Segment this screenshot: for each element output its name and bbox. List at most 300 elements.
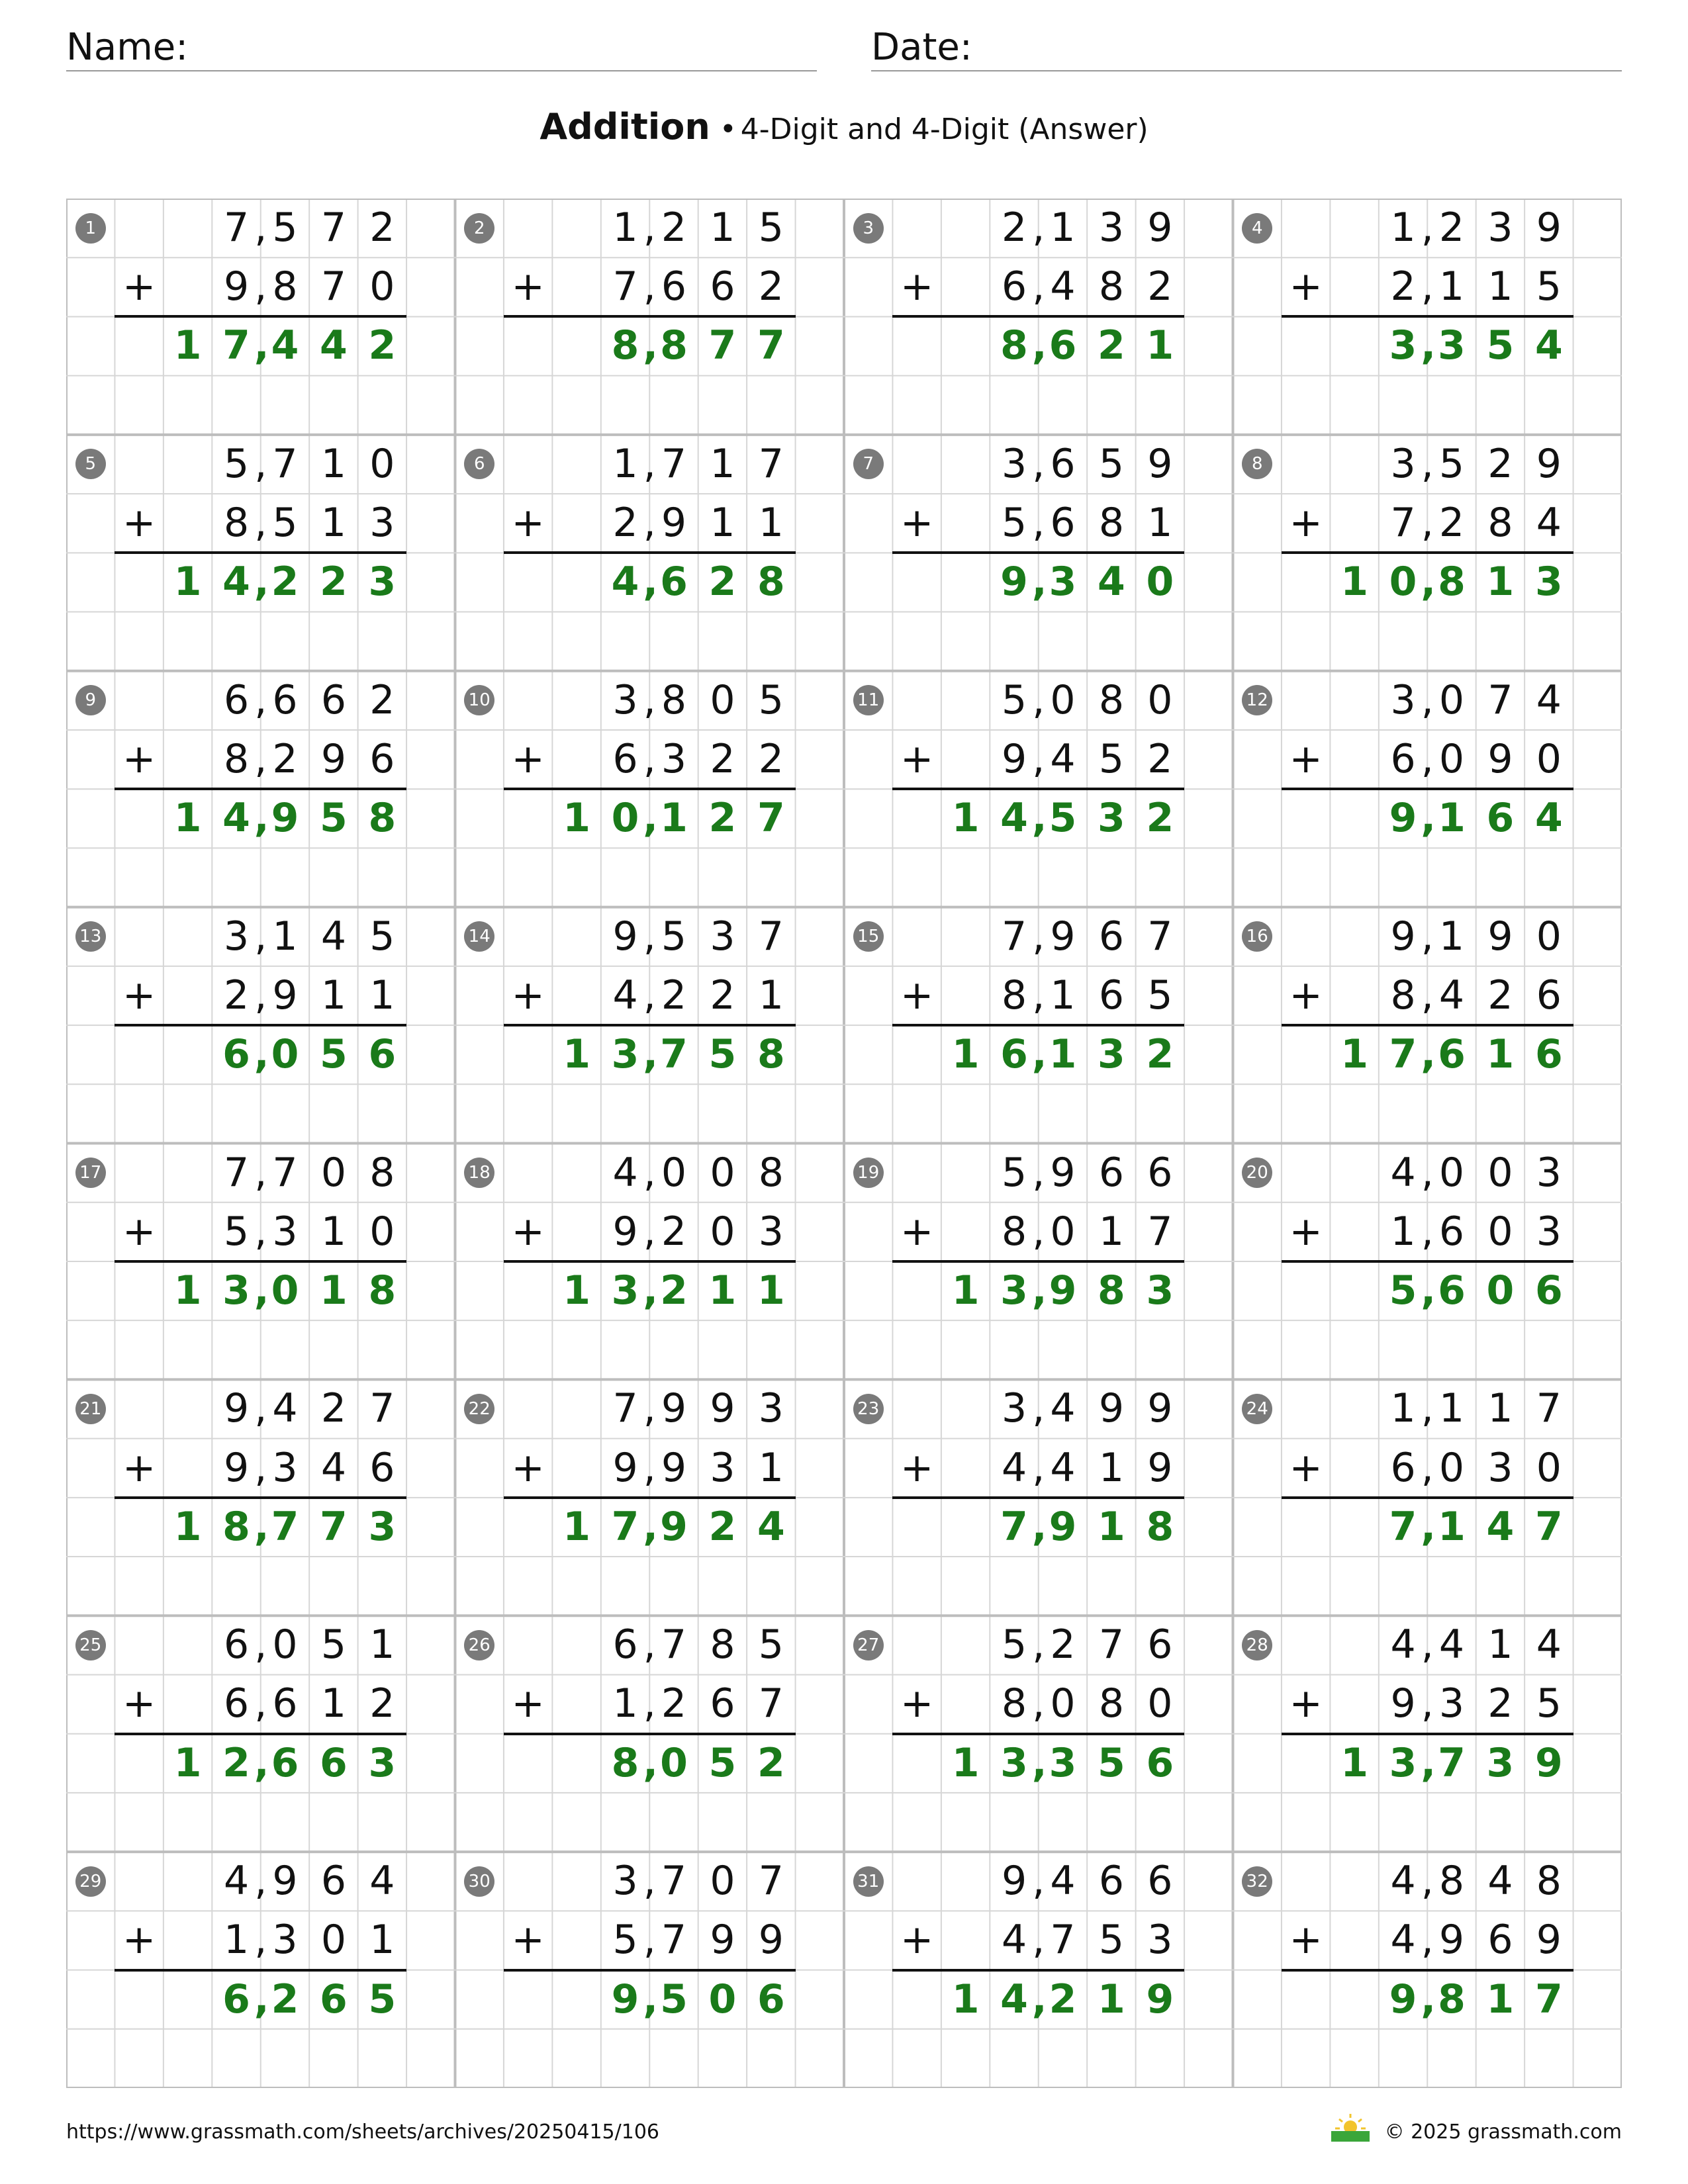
addend-bottom-digit: 1 <box>320 972 346 1019</box>
answer-comma: , <box>254 1267 269 1314</box>
problem-number-badge: 27 <box>853 1630 884 1661</box>
addend-bottom-digit: 4 <box>1001 1917 1027 1964</box>
addend-top-digit: 1 <box>1390 205 1416 251</box>
answer-digit: 1 <box>951 795 980 842</box>
answer-digit: 7 <box>271 1503 299 1550</box>
addend-top-comma: , <box>643 440 656 487</box>
addend-bottom-digit: 8 <box>1390 972 1416 1019</box>
answer-digit: 1 <box>173 1267 202 1314</box>
addend-top-digit: 2 <box>1050 1621 1076 1668</box>
addend-top-digit: 7 <box>369 1385 395 1432</box>
addend-bottom-digit: 8 <box>1001 1680 1027 1727</box>
answer-digit: 1 <box>1340 559 1368 606</box>
addend-bottom-digit: 2 <box>1147 735 1173 782</box>
addend-top-digit: 3 <box>1487 205 1513 251</box>
problem <box>455 1615 845 1852</box>
addend-top-digit: 3 <box>710 913 735 960</box>
addend-top-digit: 7 <box>272 440 298 487</box>
addend-top-digit: 1 <box>1438 913 1465 960</box>
addend-top-digit: 9 <box>710 1385 735 1432</box>
addend-top-digit: 5 <box>1098 440 1124 487</box>
addend-top-digit: 7 <box>272 1149 298 1196</box>
addend-top-digit: 3 <box>1001 440 1027 487</box>
answer-comma: , <box>643 795 659 842</box>
answer-digit: 5 <box>1389 1267 1417 1314</box>
answer-digit: 9 <box>1000 559 1028 606</box>
addend-bottom-digit: 2 <box>661 1208 687 1255</box>
problem <box>455 671 845 907</box>
addend-bottom-digit: 1 <box>1390 1208 1416 1255</box>
problem-number-badge: 25 <box>75 1630 106 1661</box>
addend-bottom-digit: 2 <box>661 972 687 1019</box>
addend-top-digit: 6 <box>1147 1149 1173 1196</box>
answer-digit: 7 <box>757 795 785 842</box>
addend-bottom-digit: 0 <box>1050 1208 1076 1255</box>
addend-bottom-digit: 4 <box>1390 1917 1416 1964</box>
addend-bottom-digit: 6 <box>612 735 638 782</box>
addend-bottom-digit: 3 <box>1438 1680 1465 1727</box>
addend-bottom-digit: 7 <box>1050 1917 1076 1964</box>
addend-top-digit: 8 <box>369 1149 395 1196</box>
addend-top-digit: 0 <box>1438 676 1465 723</box>
addend-bottom-digit: 2 <box>661 1680 687 1727</box>
problem-number-badge: 5 <box>75 449 106 479</box>
problem <box>455 199 845 435</box>
plus-sign: + <box>511 735 545 782</box>
addend-bottom-comma: , <box>1032 500 1045 547</box>
addend-bottom-digit: 3 <box>369 500 395 547</box>
addend-top-digit: 6 <box>612 1621 638 1668</box>
answer-digit: 7 <box>1534 1503 1563 1550</box>
addend-bottom-digit: 2 <box>1487 1680 1513 1727</box>
problem-number-badge: 17 <box>75 1158 106 1188</box>
answer-digit: 0 <box>708 1976 737 2023</box>
addend-top-digit: 6 <box>320 1858 346 1905</box>
answer-digit: 8 <box>757 1031 785 1078</box>
addend-top-digit: 5 <box>758 1621 784 1668</box>
problem <box>844 907 1233 1144</box>
addend-bottom-digit: 3 <box>272 1444 298 1491</box>
addend-bottom-comma: , <box>1421 1680 1434 1727</box>
answer-digit: 2 <box>271 559 299 606</box>
addend-bottom-comma: , <box>254 1208 267 1255</box>
addend-bottom-digit: 0 <box>1438 735 1465 782</box>
name-field[interactable] <box>66 26 817 71</box>
addend-top-digit: 8 <box>661 676 687 723</box>
addend-bottom-comma: , <box>1032 1917 1045 1964</box>
addend-bottom-digit: 9 <box>1390 1680 1416 1727</box>
addend-bottom-digit: 2 <box>223 972 250 1019</box>
problem <box>66 435 455 671</box>
addend-top-digit: 2 <box>369 676 395 723</box>
plus-sign: + <box>900 735 934 782</box>
addend-bottom-comma: , <box>254 1680 267 1727</box>
addend-bottom-digit: 6 <box>1438 1208 1465 1255</box>
addend-bottom-digit: 3 <box>1487 1444 1513 1491</box>
addend-bottom-digit: 6 <box>369 1444 395 1491</box>
answer-digit: 4 <box>611 559 639 606</box>
answer-digit: 7 <box>1438 1739 1466 1786</box>
problem-number-badge: 28 <box>1242 1630 1272 1661</box>
problem-number-badge: 19 <box>853 1158 884 1188</box>
answer-digit: 1 <box>1049 1031 1077 1078</box>
addend-bottom-digit: 1 <box>758 1444 784 1491</box>
answer-comma: , <box>1031 795 1047 842</box>
answer-digit: 6 <box>1438 1267 1466 1314</box>
addend-top-digit: 3 <box>612 676 638 723</box>
answer-digit: 5 <box>660 1976 688 2023</box>
addend-top-digit: 0 <box>710 1858 735 1905</box>
answer-digit: 2 <box>660 1267 688 1314</box>
addend-top-digit: 0 <box>1487 1149 1513 1196</box>
addend-bottom-digit: 0 <box>1487 1208 1513 1255</box>
answer-comma: , <box>643 1739 659 1786</box>
addend-bottom-comma: , <box>254 1444 267 1491</box>
answer-comma: , <box>1421 1739 1436 1786</box>
answer-digit: 1 <box>1340 1739 1368 1786</box>
addend-bottom-digit: 4 <box>1050 735 1076 782</box>
addend-top-digit: 6 <box>223 676 250 723</box>
answer-digit: 9 <box>271 795 299 842</box>
addend-top-digit: 6 <box>1147 1621 1173 1668</box>
addend-top-digit: 7 <box>223 1149 250 1196</box>
answer-comma: , <box>254 1503 269 1550</box>
answer-digit: 9 <box>1389 1976 1417 2023</box>
addend-bottom-digit: 2 <box>1487 972 1513 1019</box>
addend-bottom-digit: 4 <box>1050 1444 1076 1491</box>
answer-comma: , <box>643 1503 659 1550</box>
addend-top-digit: 0 <box>1147 676 1173 723</box>
addend-top-comma: , <box>254 1385 267 1432</box>
answer-digit: 2 <box>222 1739 250 1786</box>
addend-top-comma: , <box>1421 913 1434 960</box>
worksheet-grid <box>66 199 1622 2088</box>
answer-digit: 2 <box>708 1503 737 1550</box>
addend-top-digit: 6 <box>272 676 298 723</box>
addend-bottom-digit: 5 <box>1147 972 1173 1019</box>
addend-bottom-digit: 2 <box>758 735 784 782</box>
addend-top-digit: 3 <box>1536 1149 1562 1196</box>
addend-top-digit: 8 <box>758 1149 784 1196</box>
date-label: Date: <box>871 26 972 69</box>
answer-digit: 2 <box>708 559 737 606</box>
addend-top-comma: , <box>1032 1858 1045 1905</box>
addend-top-comma: , <box>643 1621 656 1668</box>
answer-digit: 7 <box>611 1503 639 1550</box>
answer-digit: 0 <box>611 795 639 842</box>
addend-top-digit: 1 <box>1390 1385 1416 1432</box>
answer-digit: 8 <box>611 322 639 369</box>
addend-top-digit: 3 <box>1390 440 1416 487</box>
answer-comma: , <box>1421 322 1436 369</box>
plus-sign: + <box>122 1680 156 1727</box>
addend-top-comma: , <box>254 205 267 251</box>
addend-top-digit: 7 <box>1001 913 1027 960</box>
addend-bottom-digit: 6 <box>272 1680 298 1727</box>
addend-top-digit: 1 <box>612 440 638 487</box>
worksheet-title <box>0 106 1688 148</box>
answer-digit: 1 <box>708 1267 737 1314</box>
addend-top-digit: 5 <box>1001 676 1027 723</box>
addend-top-comma: , <box>254 1149 267 1196</box>
addend-bottom-digit: 8 <box>1001 972 1027 1019</box>
problem <box>455 907 845 1144</box>
answer-comma: , <box>254 559 269 606</box>
answer-digit: 7 <box>222 322 250 369</box>
addend-top-digit: 7 <box>320 205 346 251</box>
problem-number-badge: 21 <box>75 1394 106 1424</box>
addend-top-digit: 0 <box>320 1149 346 1196</box>
addend-bottom-digit: 0 <box>710 1208 735 1255</box>
addend-top-digit: 4 <box>320 913 346 960</box>
addend-top-digit: 0 <box>661 1149 687 1196</box>
problem-number-badge: 24 <box>1242 1394 1272 1424</box>
answer-digit: 3 <box>368 1739 397 1786</box>
addend-top-comma: , <box>1421 1858 1434 1905</box>
problem-list <box>66 199 1622 2088</box>
answer-comma: , <box>1421 1976 1436 2023</box>
addend-top-digit: 1 <box>272 913 298 960</box>
addend-top-digit: 3 <box>1098 205 1124 251</box>
addend-top-comma: , <box>254 913 267 960</box>
addend-top-digit: 2 <box>369 205 395 251</box>
addend-bottom-comma: , <box>1032 972 1045 1019</box>
addend-bottom-comma: , <box>643 735 656 782</box>
addend-top-comma: , <box>1032 1621 1045 1668</box>
addend-bottom-digit: 0 <box>369 1208 395 1255</box>
addend-bottom-digit: 8 <box>1098 500 1124 547</box>
addend-bottom-digit: 9 <box>1536 1917 1562 1964</box>
answer-digit: 1 <box>563 795 590 842</box>
answer-comma: , <box>254 1739 269 1786</box>
addend-bottom-digit: 1 <box>1438 263 1465 310</box>
addend-bottom-comma: , <box>1032 263 1045 310</box>
addend-top-digit: 7 <box>758 440 784 487</box>
addend-top-comma: , <box>1421 1385 1434 1432</box>
answer-digit: 0 <box>271 1267 299 1314</box>
addend-bottom-digit: 1 <box>1487 263 1513 310</box>
addend-top-digit: 1 <box>1487 1385 1513 1432</box>
answer-digit: 6 <box>1534 1031 1563 1078</box>
plus-sign: + <box>511 972 545 1019</box>
addend-bottom-digit: 2 <box>1147 263 1173 310</box>
plus-sign: + <box>122 500 156 547</box>
addend-bottom-digit: 3 <box>758 1208 784 1255</box>
problem <box>455 1852 845 2088</box>
addend-bottom-digit: 1 <box>320 1208 346 1255</box>
addend-bottom-digit: 6 <box>710 1680 735 1727</box>
addend-bottom-digit: 9 <box>661 500 687 547</box>
addend-top-comma: , <box>254 1858 267 1905</box>
addend-bottom-digit: 3 <box>710 1444 735 1491</box>
answer-digit: 3 <box>1098 795 1125 842</box>
answer-digit: 3 <box>1486 1739 1515 1786</box>
addend-bottom-digit: 1 <box>1098 1208 1124 1255</box>
answer-digit: 5 <box>1486 322 1515 369</box>
addend-bottom-comma: , <box>643 972 656 1019</box>
plus-sign: + <box>1289 735 1323 782</box>
plus-sign: + <box>1289 1680 1323 1727</box>
addend-top-digit: 9 <box>1536 440 1562 487</box>
answer-digit: 1 <box>563 1267 590 1314</box>
addend-top-digit: 3 <box>223 913 250 960</box>
addend-bottom-digit: 0 <box>369 263 395 310</box>
addend-bottom-digit: 5 <box>1536 263 1562 310</box>
problem-number-badge: 32 <box>1242 1866 1272 1897</box>
problem <box>66 907 455 1144</box>
problem <box>1233 907 1622 1144</box>
addend-bottom-comma: , <box>1032 1208 1045 1255</box>
problem-number-badge: 11 <box>853 685 884 715</box>
addend-top-digit: 8 <box>1438 1858 1465 1905</box>
plus-sign: + <box>511 263 545 310</box>
problem-number-badge: 1 <box>75 213 106 244</box>
addend-top-digit: 5 <box>320 1621 346 1668</box>
addend-top-digit: 1 <box>369 1621 395 1668</box>
answer-digit: 3 <box>1534 559 1563 606</box>
addend-top-digit: 0 <box>272 1621 298 1668</box>
problem <box>844 671 1233 907</box>
addend-top-digit: 1 <box>1438 1385 1465 1432</box>
answer-digit: 4 <box>222 795 250 842</box>
addend-top-comma: , <box>643 676 656 723</box>
answer-digit: 8 <box>1438 1976 1466 2023</box>
addend-top-digit: 5 <box>272 205 298 251</box>
answer-digit: 1 <box>1438 1503 1466 1550</box>
plus-sign: + <box>122 972 156 1019</box>
answer-digit: 8 <box>660 322 688 369</box>
answer-digit: 3 <box>368 1503 397 1550</box>
problem <box>66 1852 455 2088</box>
addend-bottom-digit: 6 <box>1098 972 1124 1019</box>
problem <box>455 1379 845 1615</box>
answer-digit: 8 <box>1146 1503 1174 1550</box>
answer-digit: 7 <box>320 1503 348 1550</box>
addend-top-digit: 4 <box>1050 1858 1076 1905</box>
addend-bottom-digit: 9 <box>1487 735 1513 782</box>
addend-top-digit: 1 <box>1050 205 1076 251</box>
addend-bottom-digit: 6 <box>223 1680 250 1727</box>
addend-top-digit: 8 <box>1098 676 1124 723</box>
addend-bottom-digit: 9 <box>1147 1444 1173 1491</box>
answer-digit: 9 <box>611 1976 639 2023</box>
addend-bottom-digit: 6 <box>1001 263 1027 310</box>
answer-comma: , <box>1031 1031 1047 1078</box>
addend-bottom-digit: 9 <box>612 1444 638 1491</box>
answer-comma: , <box>1421 1503 1436 1550</box>
addend-top-digit: 1 <box>320 440 346 487</box>
addend-top-digit: 1 <box>612 205 638 251</box>
addend-bottom-digit: 6 <box>1390 735 1416 782</box>
addend-top-digit: 4 <box>223 1858 250 1905</box>
addend-top-digit: 1 <box>1487 1621 1513 1668</box>
answer-digit: 2 <box>1098 322 1125 369</box>
problem-number-badge: 4 <box>1242 213 1272 244</box>
plus-sign: + <box>900 1444 934 1491</box>
answer-digit: 1 <box>563 1503 590 1550</box>
addend-top-digit: 1 <box>710 205 735 251</box>
answer-digit: 5 <box>320 795 348 842</box>
answer-digit: 4 <box>1534 322 1563 369</box>
answer-digit: 5 <box>1098 1739 1125 1786</box>
answer-digit: 1 <box>1098 1976 1125 2023</box>
answer-digit: 6 <box>1000 1031 1028 1078</box>
answer-digit: 1 <box>660 795 688 842</box>
addend-bottom-digit: 3 <box>661 735 687 782</box>
addend-bottom-comma: , <box>254 263 267 310</box>
addend-top-comma: , <box>1421 440 1434 487</box>
title-subtitle: 4-Digit and 4-Digit (Answer) <box>740 113 1149 146</box>
addend-top-digit: 7 <box>612 1385 638 1432</box>
answer-digit: 7 <box>1389 1031 1417 1078</box>
addend-top-digit: 0 <box>710 1149 735 1196</box>
footer-url: https://www.grassmath.com/sheets/archives/20250415/106 <box>66 2120 660 2144</box>
addend-top-digit: 9 <box>1050 913 1076 960</box>
addend-top-digit: 5 <box>1001 1149 1027 1196</box>
problem <box>1233 199 1622 435</box>
answer-digit: 8 <box>757 559 785 606</box>
answer-comma: , <box>1031 1503 1047 1550</box>
addend-top-digit: 7 <box>1536 1385 1562 1432</box>
addend-bottom-digit: 9 <box>1438 1917 1465 1964</box>
addend-bottom-digit: 8 <box>1098 263 1124 310</box>
answer-digit: 4 <box>320 322 348 369</box>
problem-number-badge: 15 <box>853 921 884 952</box>
addend-bottom-comma: , <box>1421 1444 1434 1491</box>
problem <box>1233 1615 1622 1852</box>
addend-top-digit: 7 <box>661 440 687 487</box>
answer-digit: 4 <box>1098 559 1125 606</box>
addend-top-digit: 5 <box>223 440 250 487</box>
addend-top-digit: 6 <box>1098 1149 1124 1196</box>
problem-number-badge: 29 <box>75 1866 106 1897</box>
addend-bottom-digit: 5 <box>612 1917 638 1964</box>
addend-bottom-digit: 8 <box>1487 500 1513 547</box>
date-field[interactable] <box>871 26 1622 71</box>
problem <box>66 1379 455 1615</box>
addend-bottom-digit: 8 <box>223 500 250 547</box>
answer-digit: 1 <box>951 1976 980 2023</box>
addend-bottom-digit: 8 <box>1001 1208 1027 1255</box>
addend-top-digit: 7 <box>661 1621 687 1668</box>
problem <box>1233 671 1622 907</box>
answer-comma: , <box>1031 1976 1047 2023</box>
addend-bottom-digit: 7 <box>758 1680 784 1727</box>
addend-top-digit: 0 <box>710 676 735 723</box>
addend-bottom-digit: 1 <box>369 1917 395 1964</box>
answer-digit: 6 <box>271 1739 299 1786</box>
problem-number-badge: 10 <box>464 685 494 715</box>
addend-top-digit: 3 <box>1001 1385 1027 1432</box>
addend-top-comma: , <box>643 1149 656 1196</box>
answer-comma: , <box>643 1976 659 2023</box>
answer-digit: 8 <box>1000 322 1028 369</box>
addend-bottom-digit: 3 <box>1536 1208 1562 1255</box>
problem-number-badge: 2 <box>464 213 494 244</box>
plus-sign: + <box>122 1917 156 1964</box>
problem <box>844 1379 1233 1615</box>
addend-bottom-digit: 4 <box>612 972 638 1019</box>
addend-top-comma: , <box>254 676 267 723</box>
addend-top-digit: 7 <box>1147 913 1173 960</box>
addend-top-digit: 3 <box>1390 676 1416 723</box>
answer-digit: 7 <box>1389 1503 1417 1550</box>
addend-top-comma: , <box>643 1858 656 1905</box>
answer-comma: , <box>643 559 659 606</box>
problem <box>1233 1852 1622 2088</box>
plus-sign: + <box>900 1917 934 1964</box>
addend-top-digit: 9 <box>1050 1149 1076 1196</box>
